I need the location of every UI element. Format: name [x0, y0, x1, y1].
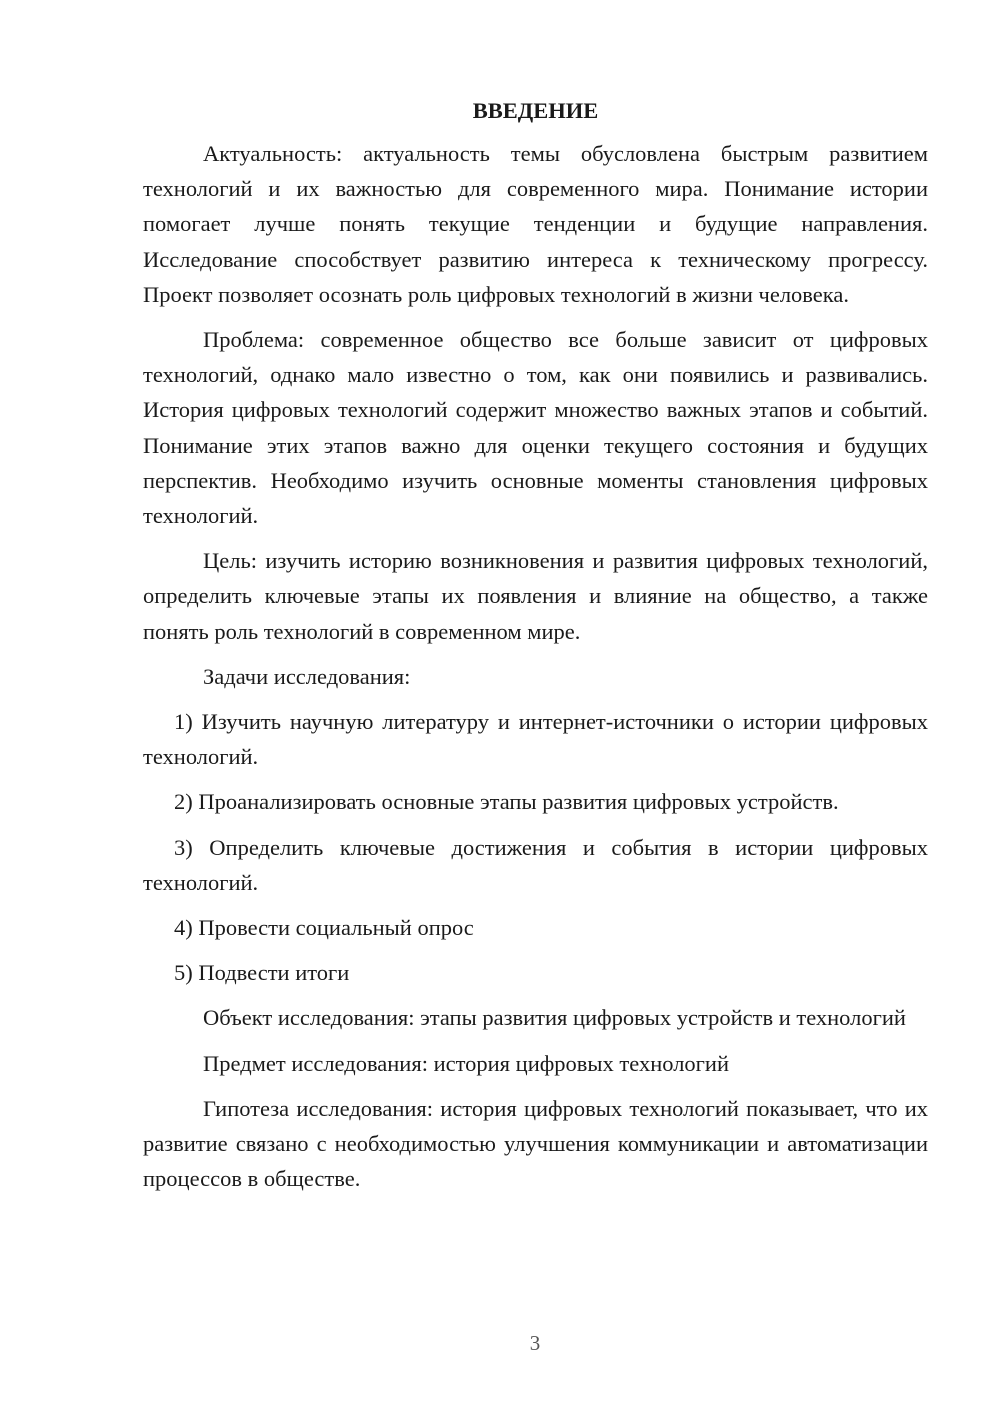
section-title: ВВЕДЕНИЕ: [472, 98, 599, 123]
list-item: 3) Определить ключевые достижения и события в истории цифровых технологий.: [143, 834, 928, 895]
goal-paragraph: Цель: изучить историю возникновения и развития цифровых технологий, определить ключевые этапы их появления и влияние на общество, а также понять роль технологий в современном мире.: [143, 548, 928, 644]
list-item: 4) Провести социальный опрос: [174, 915, 474, 941]
tasks-heading: Задачи исследования:: [203, 663, 411, 689]
document-page: [143, 94, 928, 1206]
page-number: 3: [529, 1331, 541, 1355]
subject-paragraph: Предмет исследования: история цифровых технологий: [203, 1050, 729, 1076]
problem-paragraph: Проблема: современное общество все больше зависит от цифровых технологий, однако мало известно о том, как они появились и развивались. История цифровых технологий содержит множество важных этапов и событий. Понимание этих этапов важно для оценки текущего состояния и будущих перспектив. Необходимо изучить основные моменты становления цифровых технологий.: [143, 327, 928, 529]
list-item: 1) Изучить научную литературу и интернет-источники о истории цифровых технологий.: [143, 709, 928, 770]
hypothesis-paragraph: Гипотеза исследования: история цифровых технологий показывает, что их развитие связано с необходимостью улучшения коммуникации и автоматизации процессов в обществе.: [143, 1095, 928, 1192]
list-item: 5) Подвести итоги: [174, 960, 350, 986]
object-paragraph: Объект исследования: этапы развития цифровых устройств и технологий: [203, 1005, 906, 1031]
list-item: 2) Проанализировать основные этапы развития цифровых устройств.: [174, 789, 839, 815]
relevance-paragraph: Актуальность: актуальность темы обусловлена быстрым развитием технологий и их важностью для современного мира. Понимание истории помогает лучше понять текущие тенденции и будущие направления. Исследование способствует развитию интереса к техническому прогрессу. Проект позволяет осознать роль цифровых технологий в жизни человека.: [143, 141, 928, 307]
tasks-list: [143, 704, 928, 990]
